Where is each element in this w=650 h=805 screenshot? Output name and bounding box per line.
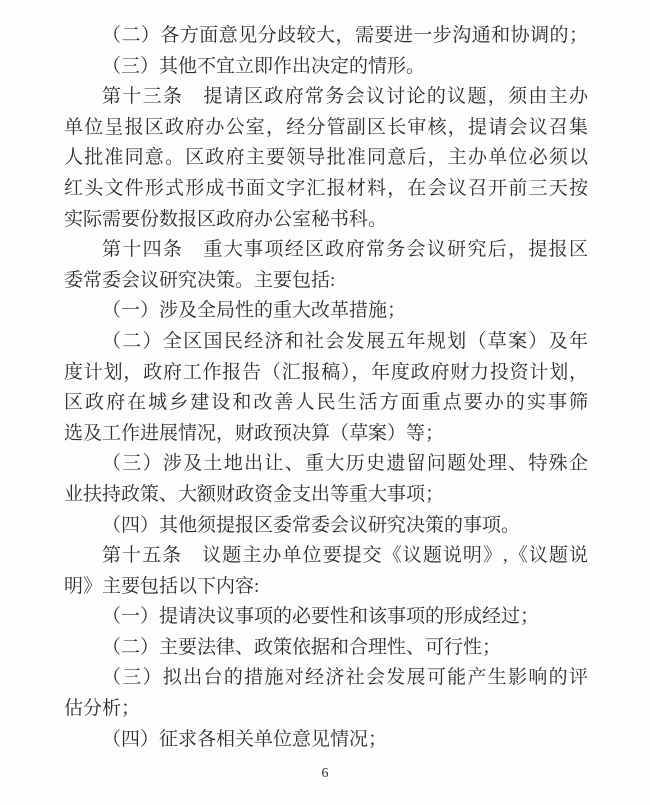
text-line: （三）涉及土地出让、重大历史遗留问题处理、特殊企 <box>102 453 588 475</box>
text-line: （一）提请决议事项的必要性和该事项的形成经过； <box>102 606 540 628</box>
text-line: 估分析； <box>64 698 141 720</box>
document-body <box>64 21 588 755</box>
text-line: 度计划，政府工作报告（汇报稿），年度政府财力投资计划， <box>64 361 588 383</box>
page-number: 6 <box>321 766 329 781</box>
text-line: （三）拟出台的措施对经济社会发展可能产生影响的评 <box>102 667 588 689</box>
text-line: 区政府在城乡建设和改善人民生活方面重点要办的实事筛 <box>64 392 588 414</box>
text-line: 人批准同意。区政府主要领导批准同意后，主办单位必须以 <box>64 147 588 169</box>
text-line: 第十三条 提请区政府常务会议讨论的议题，须由主办 <box>102 86 588 108</box>
text-line: 第十四条 重大事项经区政府常务会议研究后，提报区 <box>102 239 588 261</box>
text-line: （四）征求各相关单位意见情况； <box>102 728 388 750</box>
text-line: 单位呈报区政府办公室，经分管副区长审核，提请会议召集 <box>64 116 588 138</box>
text-line: 第十五条 议题主办单位要提交《议题说明》,《议题说 <box>102 545 588 567</box>
text-line: 明》主要包括以下内容: <box>64 575 260 597</box>
text-line: 委常委会议研究决策。主要包括: <box>64 269 336 291</box>
text-line: （四）其他须提报区委常委会议研究决策的事项。 <box>102 514 521 536</box>
text-line: 选及工作进展情况，财政预决算（草案）等； <box>64 422 445 444</box>
text-line: （一）涉及全局性的重大改革措施； <box>102 300 407 322</box>
text-line: （二）各方面意见分歧较大，需要进一步沟通和协调的； <box>102 25 588 46</box>
text-line: （三）其他不宜立即作出决定的情形。 <box>102 55 426 77</box>
text-line: （二）全区国民经济和社会发展五年规划（草案）及年 <box>102 330 588 352</box>
text-line: 实际需要份数报区政府办公室秘书科。 <box>64 208 388 230</box>
text-line: 业扶持政策、大额财政资金支出等重大事项； <box>64 483 445 505</box>
text-line: （二）主要法律、政策依据和合理性、可行性； <box>102 636 502 658</box>
text-line: 红头文件形式形成书面文字汇报材料，在会议召开前三天按 <box>64 177 588 199</box>
